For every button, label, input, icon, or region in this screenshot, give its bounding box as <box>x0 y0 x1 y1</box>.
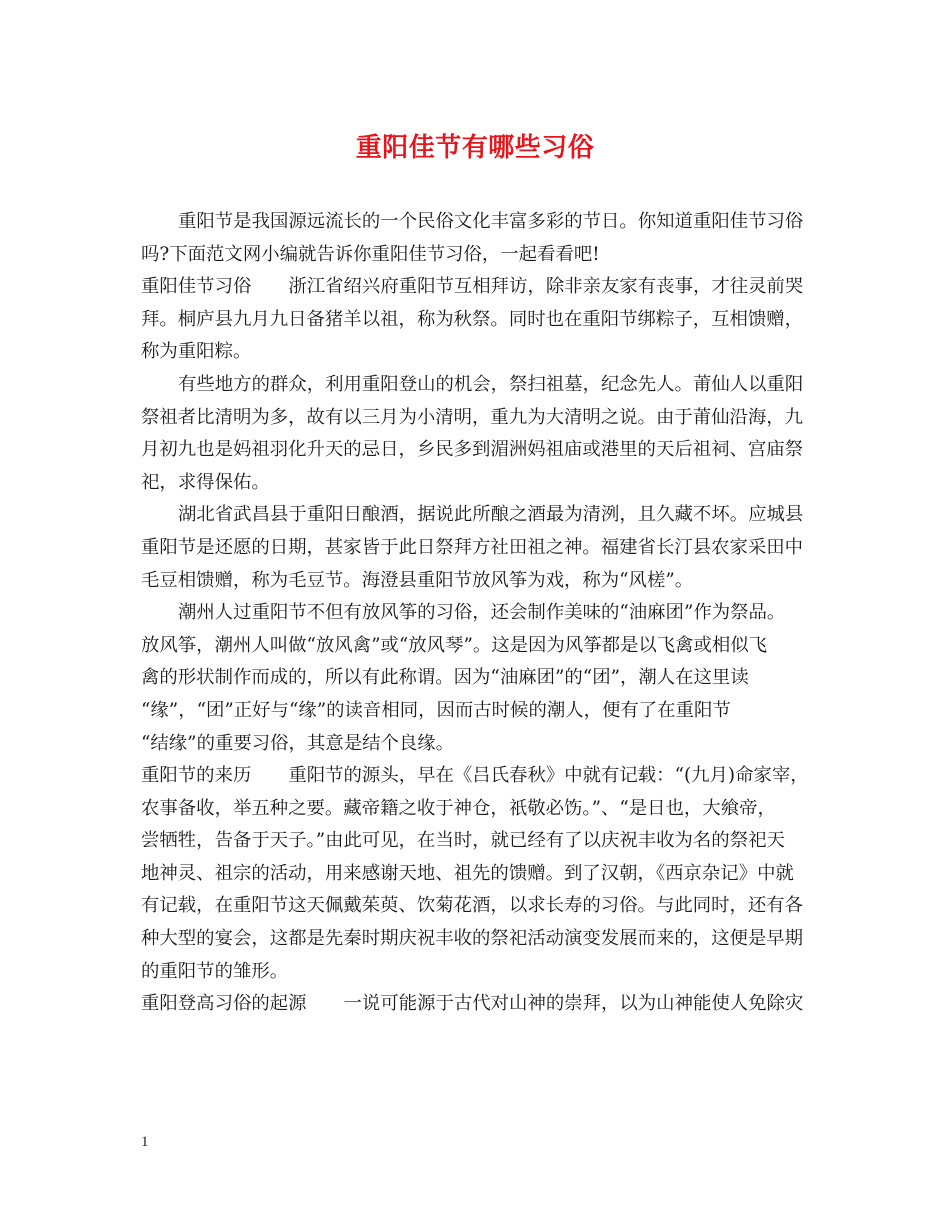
paragraph-line: 地神灵、祖宗的活动，用来感谢天地、祖先的馈赠。到了汉朝，《西京杂记》中就 <box>141 862 794 884</box>
paragraph-line: 有记载，在重阳节这天佩戴茱萸、饮菊花酒，以求长寿的习俗。与此同时，还有各 <box>141 895 804 917</box>
section-line-origin <box>141 760 816 793</box>
paragraph-line: 拜。桐庐县九月九日备猪羊以祖，称为秋祭。同时也在重阳节绑粽子，互相馈赠， <box>141 308 804 330</box>
paragraph-line: 尝牺牲，告备于天子。”由此可见，在当时，就已经有了以庆祝丰收为名的祭祀天 <box>141 830 785 852</box>
document-body <box>141 206 816 1021</box>
section-heading-climbing: 重阳登高习俗的起源 <box>141 993 307 1015</box>
paragraph-line: “结缘”的重要习俗，其意是结个良缘。 <box>141 732 455 754</box>
document-title: 重阳佳节有哪些习俗 <box>355 133 595 163</box>
paragraph-line: 吗?下面范文网小编就告诉你重阳佳节习俗，一起看看吧! <box>141 243 600 265</box>
paragraph-line: 的重阳节的雏形。 <box>141 960 289 982</box>
paragraph-line: 浙江省绍兴府重阳节互相拜访，除非亲友家有丧事，才往灵前哭 <box>288 276 804 298</box>
paragraph-line: 月初九也是妈祖羽化升天的忌日，乡民多到湄洲妈祖庙或港里的天后祖祠、宫庙祭 <box>141 439 804 461</box>
paragraph-line: 放风筝，潮州人叫做“放风禽”或“放风琴”。这是因为风筝都是以飞禽或相似飞 <box>141 634 768 656</box>
paragraph-line: 种大型的宴会，这都是先秦时期庆祝丰收的祭祀活动演变发展而来的，这便是早期 <box>141 928 804 950</box>
paragraph-line: 禽的形状制作而成的，所以有此称谓。因为“油麻团”的“团”，潮人在这里读 <box>141 667 749 689</box>
paragraph-line: 毛豆相馈赠，称为毛豆节。海澄县重阳节放风筝为戏，称为“风槎”。 <box>141 569 694 591</box>
paragraph-line: 祭祖者比清明为多，故有以三月为小清明，重九为大清明之说。由于莆仙沿海，九 <box>141 406 804 428</box>
page-number: 1 <box>141 1134 149 1150</box>
paragraph-line: 重阳节是还愿的日期，甚家皆于此日祭拜方社田祖之神。福建省长汀县农家采田中 <box>141 536 804 558</box>
section-line-customs <box>141 271 816 304</box>
paragraph-line: 重阳节是我国源远流长的一个民俗文化丰富多彩的节日。你知道重阳佳节习俗 <box>178 211 804 232</box>
paragraph-line: 祀，求得保佑。 <box>141 471 270 493</box>
paragraph-line: 称为重阳粽。 <box>141 341 252 363</box>
paragraph-line: 重阳节的源头，早在《吕氏春秋》中就有记载：“(九月)命家宰， <box>288 765 809 787</box>
paragraph-line: 有些地方的群众，利用重阳登山的机会，祭扫祖墓，纪念先人。莆仙人以重阳 <box>178 373 804 395</box>
section-heading-origin: 重阳节的来历 <box>141 765 252 787</box>
section-line-climbing <box>141 988 816 1021</box>
section-heading-customs: 重阳佳节习俗 <box>141 276 252 298</box>
paragraph-line: 湖北省武昌县于重阳日酿酒，据说此所酿之酒最为清洌，且久藏不坏。应城县 <box>178 504 804 526</box>
paragraph-line: 一说可能源于古代对山神的崇拜，以为山神能使人免除灾 <box>343 993 804 1015</box>
paragraph-line: 潮州人过重阳节不但有放风筝的习俗，还会制作美味的“油麻团”作为祭品。 <box>178 602 786 624</box>
paragraph-line: “缘”，“团”正好与“缘”的读音相同，因而古时候的潮人，便有了在重阳节 <box>141 699 731 721</box>
paragraph-line: 农事备收，举五种之要。藏帝籍之收于神仓，祇敬必饬。”、“是日也，大飨帝， <box>141 797 776 819</box>
